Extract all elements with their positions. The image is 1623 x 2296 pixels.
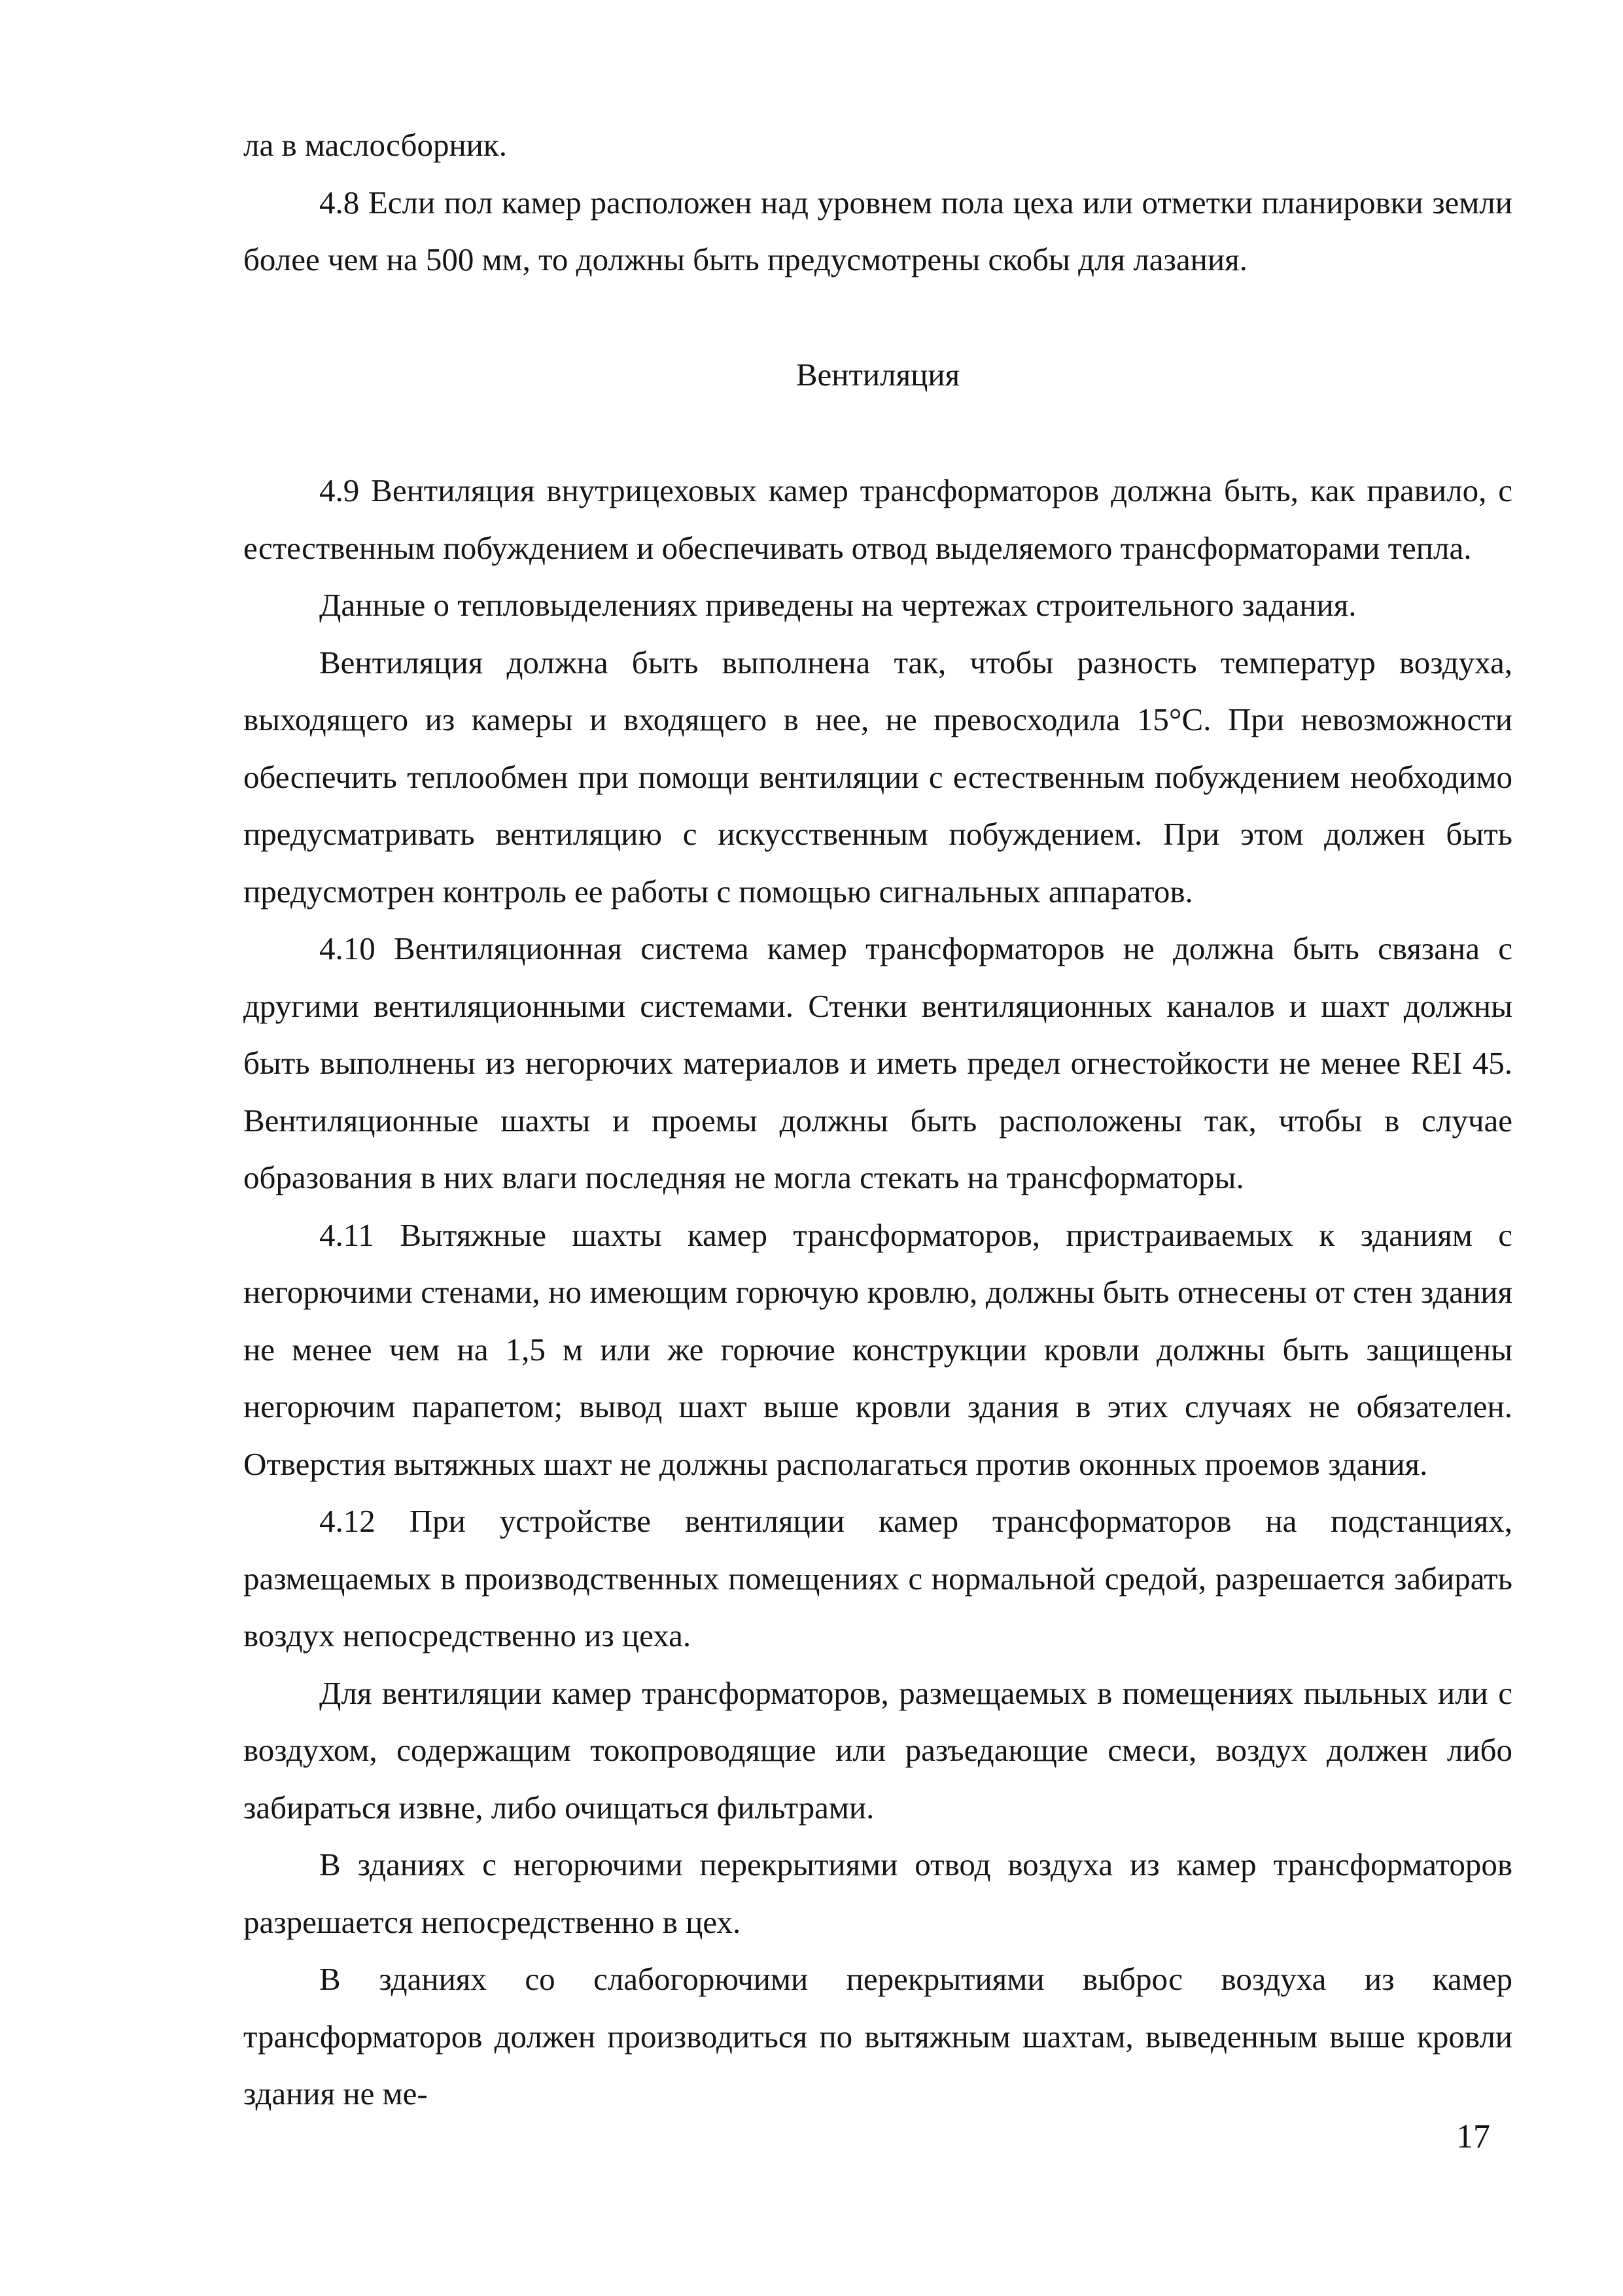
paragraph-4-11: 4.11 Вытяжные шахты камер трансформаторов, пристраиваемых к зданиям с негорючими стенами, но имеющим горючую кровлю, должны быть отнесены от стен здания не менее чем на 1,5 м или же горючие конструкции кровли должны быть защищены негорючим парапетом; вывод шахт выше кровли здания в этих случаях не обязателен. Отверстия вытяжных шахт не должны располагаться против оконных проемов здания. — [243, 1216, 1512, 1482]
paragraph-heat-data: Данные о тепловыделениях приведены на чертежах строительного задания. — [319, 587, 1357, 623]
paragraph-low-combustible-floors: В зданиях со слабогорючими перекрытиями выброс воздуха из камер трансформаторов должен производиться по вытяжным шахтам, выведенным выше кровли здания не ме- — [243, 1961, 1512, 2111]
paragraph-dusty-rooms: Для вентиляции камер трансформаторов, размещаемых в помещениях пыльных или с воздухом, содержащим токопроводящие или разъедающие смеси, воздух должен либо забираться извне, либо очищаться фильтрами. — [243, 1674, 1512, 1826]
paragraph-temperature-difference: Вентиляция должна быть выполнена так, чтобы разность температур воздуха, выходящего из камеры и входящего в нее, не превосходила 15°С. При невозможности обеспечить теплообмен при помощи вентиляции с естественным побуждением необходимо предусматривать вентиляцию с искусственным побуждением. При этом должен быть предусмотрен контроль ее работы с помощью сигнальных аппаратов. — [243, 644, 1512, 910]
paragraph-4-12: 4.12 При устройстве вентиляции камер трансформаторов на подстанциях, размещаемых в производственных помещениях с нормальной средой, разрешается забирать воздух непосредственно из цеха. — [243, 1503, 1512, 1653]
paragraph-4-10: 4.10 Вентиляционная система камер трансформаторов не должна быть связана с другими вентиляционными системами. Стенки вентиляционных каналов и шахт должны быть выполнены из негорючих материалов и иметь предел огнестойкости не менее REI 45. Вентиляционные шахты и проемы должны быть расположены так, чтобы в случае образования в них влаги последняя не могла стекать на трансформаторы. — [243, 930, 1512, 1195]
paragraph-4-9: 4.9 Вентиляция внутрицеховых камер трансформаторов должна быть, как правило, с естественным побуждением и обеспечивать отвод выделяемого трансформаторами тепла. — [243, 472, 1512, 566]
paragraph-noncombustible-floors: В зданиях с негорючими перекрытиями отвод воздуха из камер трансформаторов разрешается непосредственно в цех. — [243, 1846, 1512, 1940]
paragraph-4-8: 4.8 Если пол камер расположен над уровнем пола цеха или отметки планировки земли более чем на 500 мм, то должны быть предусмотрены скобы для лазания. — [243, 184, 1512, 277]
paragraph-continuation: ла в маслосборник. — [243, 127, 507, 163]
page-number: 17 — [1456, 2118, 1490, 2155]
section-heading-ventilation: Вентиляция — [795, 356, 960, 393]
body-text — [243, 116, 1512, 2123]
